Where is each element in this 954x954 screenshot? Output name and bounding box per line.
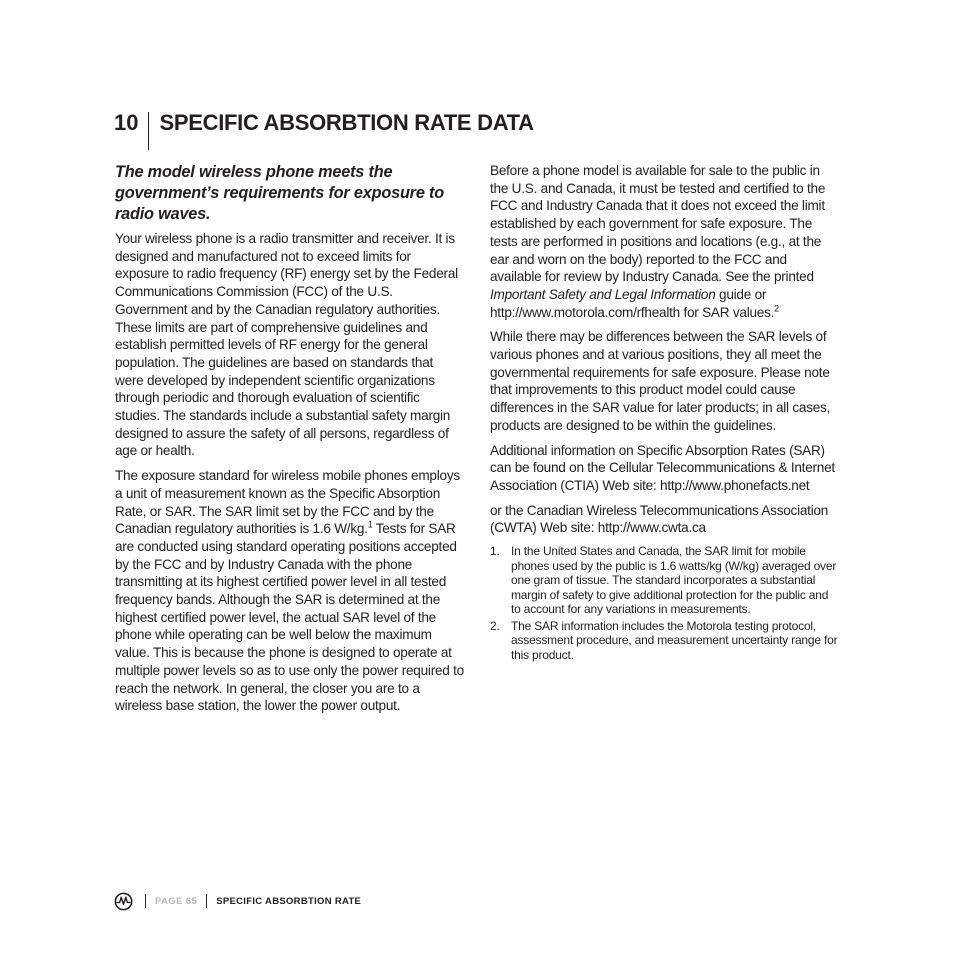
footnote-item	[490, 619, 840, 663]
paragraph-testing	[490, 162, 840, 321]
motorola-logo-icon	[114, 892, 133, 911]
footnote-item	[490, 544, 840, 617]
page-number: PAGE 65	[155, 895, 198, 907]
footnote-number: 2.	[490, 618, 500, 633]
lead-heading: The model wireless phone meets the government’s requirements for exposure to radio waves.	[115, 163, 444, 223]
guide-title: Important Safety and Legal Information	[490, 286, 716, 302]
page-footer	[114, 890, 361, 912]
paragraph-cwta: or the Canadian Wireless Telecommunications Association (CWTA) Web site: http://www.cwta.ca	[490, 502, 829, 536]
paragraph-differences: While there may be differences between the SAR levels of various phones and at various positions, they all meet the governmental requirements for safe exposure. Please note that improvements to this product model could cause differences in the SAR value for later products; in all cases, products are designed to be within the guidelines.	[490, 329, 831, 433]
footnote-ref-1: 1	[367, 519, 373, 530]
paragraph-ctia: Additional information on Specific Absorption Rates (SAR) can be found on the Cellular Telecommunications & Internet Association (CTIA) Web site: http://www.phonefacts.net	[490, 442, 835, 493]
right-column	[490, 162, 840, 664]
paragraph-radio-transmitter: Your wireless phone is a radio transmitter and receiver. It is designed and manufactured not to exceed limits for exposure to radio frequency (RF) energy set by the Federal Communications Commission (FCC) of the U.S. Government and by the Canadian regulatory authorities. These limits are part of comprehensive guidelines and establish permitted levels of RF energy for the general population. The guidelines are based on standards that were developed by independent scientific organizations through periodic and thorough evaluation of scientific studies. The standards include a substantial safety margin designed to assure the safety of all persons, regardless of age or health.	[115, 231, 458, 459]
paragraph-exposure-standard	[115, 467, 465, 715]
left-column	[115, 162, 465, 722]
footnote-ref-2: 2	[774, 303, 779, 314]
chapter-number: 10	[114, 110, 139, 135]
footnotes	[490, 544, 840, 662]
footnote-text: The SAR information includes the Motorola testing protocol, assessment procedure, and measurement uncertainty range for this product.	[511, 618, 838, 662]
footer-divider	[206, 894, 207, 908]
paragraph-text: guide or http://www.motorola.com/rfhealth for SAR values.	[490, 286, 775, 320]
paragraph-text: Tests for SAR are conducted using standard operating positions accepted by the FCC and by Industry Canada with the phone transmitting at its highest certified power level in all tested frequency bands. Although the SAR is determined at the highest certified power level, the actual SAR level of the phone while operating can be well below the maximum value. This is because the phone is designed to operate at multiple power levels so as to use only the power required to reach the network. In general, the closer you are to a wireless base station, the lower the power output.	[115, 521, 464, 714]
footer-divider	[145, 894, 146, 908]
chapter-header	[114, 110, 534, 150]
footnote-number: 1.	[490, 544, 500, 559]
paragraph-text: The exposure standard for wireless mobile phones employs a unit of measurement known as the Specific Absorption Rate, or SAR. The SAR limit set by the FCC and by the Canadian regulatory authorities is 1.6 W/kg.	[115, 468, 460, 537]
footnote-text: In the United States and Canada, the SAR limit for mobile phones used by the public is 1.6 watts/kg (W/kg) averaged over one gram of tissue. The standard incorporates a substantial margin of safety to give additional protection for the public and to account for any variations in measurements.	[511, 544, 837, 617]
chapter-title: SPECIFIC ABSORBTION RATE DATA	[159, 110, 534, 135]
paragraph-text: Before a phone model is available for sale to the public in the U.S. and Canada, it must be tested and certified to the FCC and Industry Canada that it does not exceed the limit established by each government for safe exposure. The tests are performed in positions and locations (e.g., at the ear and worn on the body) reported to the FCC and available for review by Industry Canada. See the printed	[490, 163, 826, 285]
footer-section-title: SPECIFIC ABSORBTION RATE	[216, 895, 362, 907]
